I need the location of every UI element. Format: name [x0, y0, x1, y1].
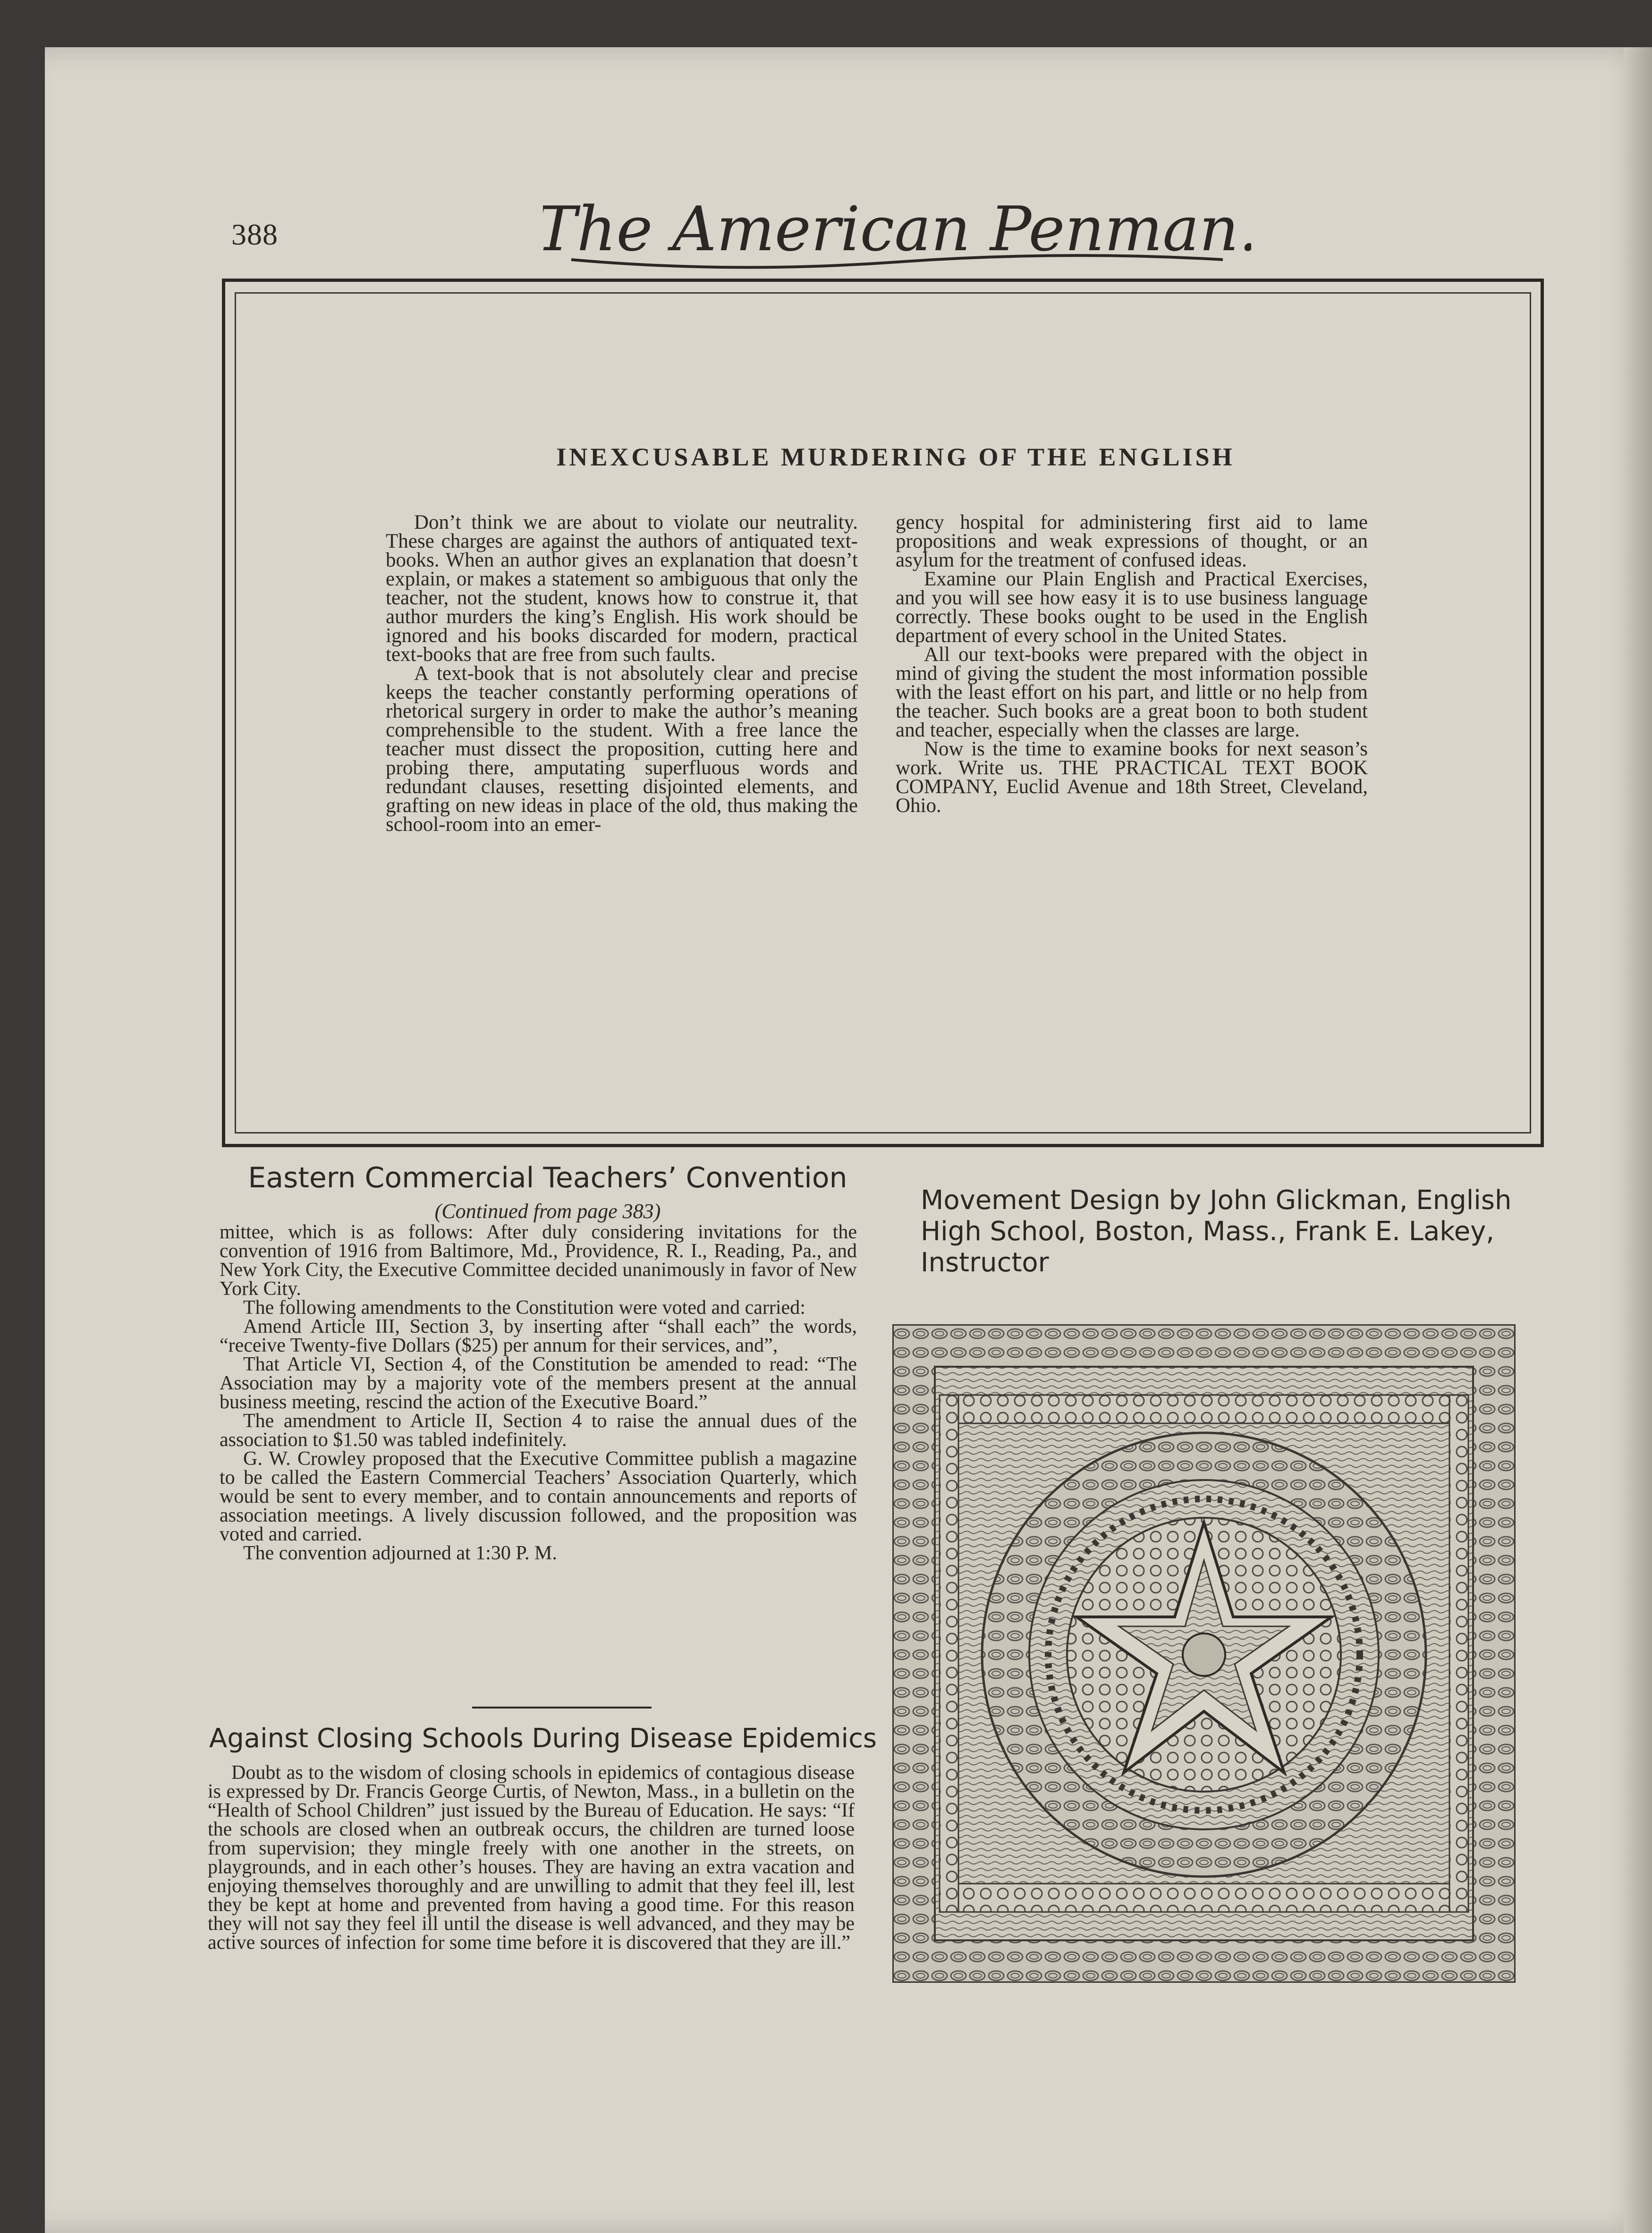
page-edge-shadow — [1624, 47, 1652, 2233]
section-divider — [472, 1707, 652, 1709]
ad-paragraph: Examine our Plain English and Practical Exercises, and you will see how easy it is to use business language correctly. These books ought to be used in the English department of every school in the United States. — [896, 568, 1368, 647]
advertisement-title: INEXCUSABLE MURDERING OF THE ENGLISH — [556, 443, 1235, 471]
ad-paragraph: All our text-books were prepared with the object in mind of giving the student the most information possible with the least effort on his part, and little or no help from the teacher. Such books are a great boon to both student and teacher, especially when the classes are large. — [896, 643, 1368, 741]
ad-paragraph: Now is the time to examine books for next season’s work. Write us. THE PRACTICAL TEXT BOOK COMPANY, Euclid Avenue and 18th Street, Cleveland, Ohio. — [896, 738, 1368, 817]
epidemics-article-body — [208, 1763, 855, 1952]
article-paragraph: That Article VI, Section 4, of the Constitution be amended to read: “The Association may by a majority vote of the members present at the annual business meeting, rescind the action of the Executive Board.” — [220, 1353, 857, 1413]
convention-continued-note: (Continued from page 383) — [434, 1200, 661, 1223]
masthead-text: The American Penman. — [543, 193, 1251, 265]
convention-heading: Eastern Commercial Teachers’ Convention — [248, 1161, 847, 1194]
ornamental-penmanship-drawing — [892, 1324, 1516, 1983]
page-number: 388 — [231, 218, 278, 251]
movement-design-caption: Movement Design by John Glickman, English High School, Boston, Mass., Frank E. Lakey, Instructor — [921, 1185, 1512, 1278]
article-paragraph: mittee, which is as follows: After duly considering invitations for the convention of 1916 from Baltimore, Md., Providence, R. I., Reading, Pa., and New York City, the Executive Committee decided unanimously in favor of New York City. — [220, 1221, 857, 1300]
movement-design-illustration — [892, 1324, 1516, 1983]
ad-paragraph: Don’t think we are about to violate our neutrality. These charges are against the authors of antiquated text-books. When an author gives an explanation that doesn’t explain, or makes a statement so ambiguous that only the teacher, not the student, knows how to construe it, that author murders the king’s English. His work should be ignored and his books discarded for modern, practical text-books that are free from such faults. — [386, 511, 858, 666]
advertisement-right-column — [896, 513, 1368, 815]
advertisement-left-column — [386, 513, 858, 834]
article-paragraph: The following amendments to the Constitution were voted and carried: — [243, 1297, 805, 1319]
convention-article-body — [220, 1223, 857, 1563]
article-paragraph: The amendment to Article II, Section 4 to raise the annual dues of the association to $1.50 was tabled indefinitely. — [220, 1410, 857, 1451]
ad-paragraph: A text-book that is not absolutely clear and precise keeps the teacher constantly performing operations of rhetorical surgery in order to make the author’s meaning comprehensible to the student. With a free lance the teacher must dissect the proposition, cutting here and probing there, amputating superfluous words and redundant clauses, resetting disjointed elements, and grafting on new ideas in place of the old, thus making the school-room into an emer- — [386, 662, 858, 836]
ad-paragraph: gency hospital for administering first aid to lame propositions and weak expressions of thought, or an asylum for the treatment of confused ideas. — [896, 511, 1368, 571]
masthead-script-logo — [543, 179, 1251, 283]
article-paragraph: G. W. Crowley proposed that the Executive Committee publish a magazine to be called the Eastern Commercial Teachers’ Association Quarterly, which would be sent to every member, and to contain announcements and reports of association meetings. A lively discussion followed, and the proposition was voted and carried. — [220, 1448, 857, 1545]
masthead-logo — [543, 179, 1251, 283]
article-paragraph: The convention adjourned at 1:30 P. M. — [243, 1542, 557, 1564]
article-paragraph: Doubt as to the wisdom of closing schools in epidemics of contagious disease is expressed by Dr. Francis George Curtis, of Newton, Mass., in a bulletin on the “Health of School Children” just issued by the Bureau of Education. He says: “If the schools are closed when an outbreak occurs, the children are turned loose from supervision; they mingle freely with one another in the streets, on playgrounds, and in each other’s houses. They are having an extra vacation and enjoying themselves thoroughly and are unwilling to admit that they feel ill, lest they be kept at home and prevented from having a good time. For this reason they will not say they feel ill until the disease is well advanced, and they may be active sources of infection for some time before it is discovered that they are ill.” — [208, 1762, 855, 1954]
advertisement-box — [222, 279, 1544, 1147]
epidemics-heading: Against Closing Schools During Disease Epidemics — [209, 1723, 877, 1754]
article-paragraph: Amend Article III, Section 3, by inserting after “shall each” the words, “receive Twenty-five Dollars ($25) per annum for their services, and”, — [220, 1316, 857, 1356]
